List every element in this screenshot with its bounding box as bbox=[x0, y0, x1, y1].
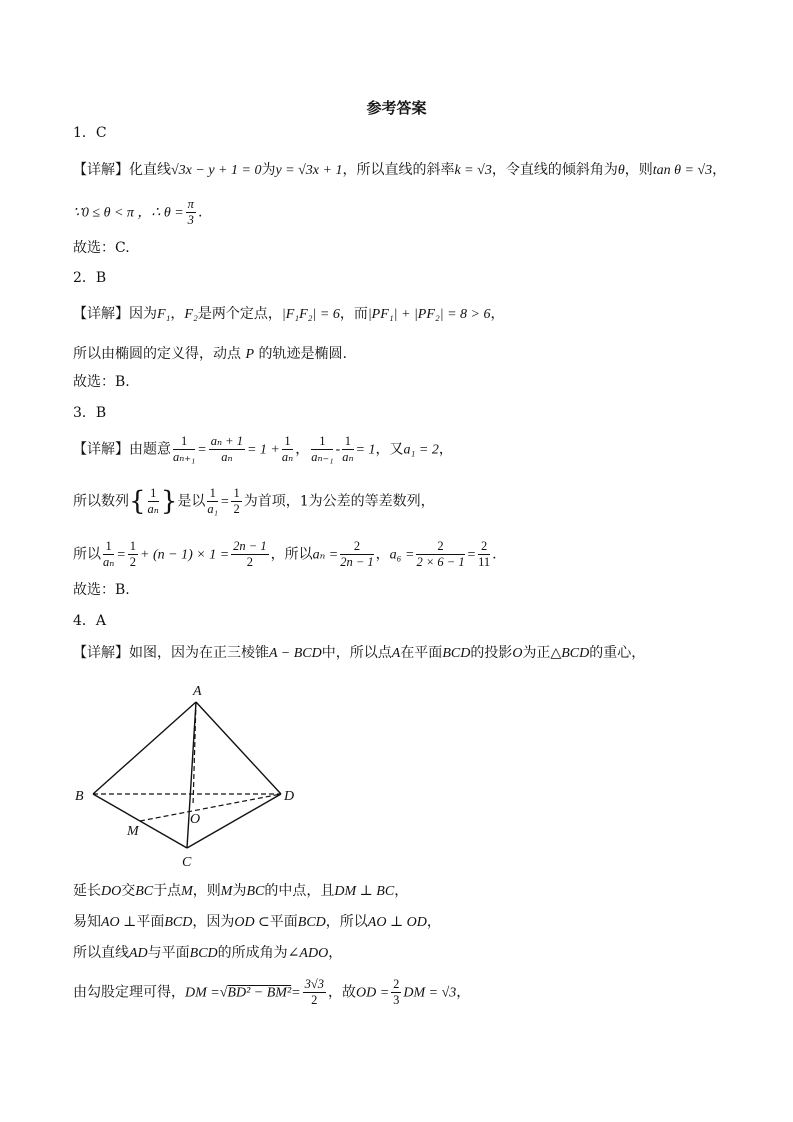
focal-distance: |F₁F₂| = 6 bbox=[281, 307, 340, 322]
label-b: B bbox=[75, 789, 84, 804]
q4-step-1: 延长DO交BC于点M，则M为BC的中点，且DM ⊥ BC， bbox=[73, 883, 409, 899]
detail-tag: 【详解】 bbox=[73, 162, 129, 178]
q1-condition-line: ∵0 ≤ θ < π ，∴ θ = $\frac{\pi}{3}$ . bbox=[73, 197, 203, 227]
sqrt-radicand: BD² − BM² bbox=[227, 985, 292, 1001]
label-a: A bbox=[193, 684, 202, 699]
q2-answer: 故选：B. bbox=[73, 374, 130, 390]
q3-header: 3．B bbox=[73, 405, 107, 421]
q3-detail-line: 【详解】由题意 $\frac{1}{\text{aₙ₊₁}}$ = $\frac{\text{aₙ + 1}}{\text{aₙ}}$ = 1 + $\frac{1}{\text{aₙ}}$ ， $\frac{1}{\text{aₙ₋₁}}$ - $\frac{1}{\text{aₙ}}$ = 1，又a₁ = 2， bbox=[73, 434, 453, 464]
tangent-value: tan θ = √3 bbox=[652, 163, 713, 178]
edge-cd bbox=[187, 794, 281, 848]
slope-value: k = √3 bbox=[454, 163, 492, 178]
detail-tag: 【详解】 bbox=[73, 441, 129, 458]
q4-step-2: 易知AO ⊥平面BCD，因为OD ⊂平面BCD，所以AO ⊥ OD， bbox=[73, 914, 441, 930]
q2-header: 2．B bbox=[73, 270, 107, 286]
label-m: M bbox=[127, 824, 139, 839]
q3-answer: 故选：B. bbox=[73, 582, 130, 598]
edge-ad bbox=[196, 702, 281, 794]
q4-step-3: 所以直线AD与平面BCD的所成角为∠ADO， bbox=[73, 945, 343, 961]
edge-ab bbox=[93, 702, 196, 794]
q3-formula-line: 所以 $\frac{1}{\text{aₙ}}$ = $\frac{1}{2}$ + (n − 1) × 1 = $\frac{2n - 1}{2}$ ，所以aₙ = $\frac{2}{2n - 1}$ ，a₆ = $\frac{2}{2 \times 6 - 1}$ = $\frac{2}{11}$ . bbox=[73, 539, 497, 569]
q2-detail-line: 【详解】因为F₁，F₂是两个定点，|F₁F₂| = 6，而|PF₁| + |PF₂| = 8 > 6， bbox=[73, 306, 505, 322]
label-d: D bbox=[284, 789, 295, 804]
detail-tag: 【详解】 bbox=[73, 306, 129, 322]
q1-answer: 故选：C. bbox=[73, 240, 130, 256]
line-equation: √3x − y + 1 = 0 bbox=[171, 163, 262, 178]
median-dm bbox=[140, 794, 281, 821]
label-c: C bbox=[182, 855, 192, 870]
detail-tag: 【详解】 bbox=[73, 645, 129, 661]
q3-sequence-line: 所以数列{ $\frac{1}{\text{aₙ}}$ }是以 $\frac{1}{\text{a₁}}$ = $\frac{1}{2}$ 为首项，1为公差的等差数列， bbox=[73, 486, 435, 517]
q1-detail-line: 【详解】化直线√3x − y + 1 = 0为y = √3x + 1，所以直线的斜率k = √3，令直线的倾斜角为θ，则tan θ = √3， bbox=[73, 162, 727, 178]
q4-step-4: 由勾股定理可得，DM =√BD² − BM²= $\frac{3√3}{2}$ ，故OD = $\frac{2}{3}$ DM = √3， bbox=[73, 977, 471, 1007]
q2-conclusion-line: 所以由椭圆的定义得，动点 P 的轨迹是椭圆. bbox=[73, 346, 347, 362]
distance-sum: |PF₁| + |PF₂| = 8 > 6 bbox=[367, 307, 491, 322]
slope-form: y = √3x + 1 bbox=[275, 163, 343, 178]
label-o: O bbox=[190, 812, 201, 827]
first-term: a₁ = 2 bbox=[403, 442, 439, 458]
page-title: 参考答案 bbox=[366, 99, 427, 117]
pyramid-figure bbox=[70, 675, 310, 875]
pi-over-3: $\frac{\pi}{3}$ bbox=[187, 197, 194, 227]
q4-header: 4．A bbox=[73, 613, 107, 629]
q4-detail-line: 【详解】如图，因为在正三棱锥A − BCD中，所以点A在平面BCD的投影O为正△BCD的重心， bbox=[73, 645, 646, 661]
q1-header: 1．C bbox=[73, 125, 107, 141]
